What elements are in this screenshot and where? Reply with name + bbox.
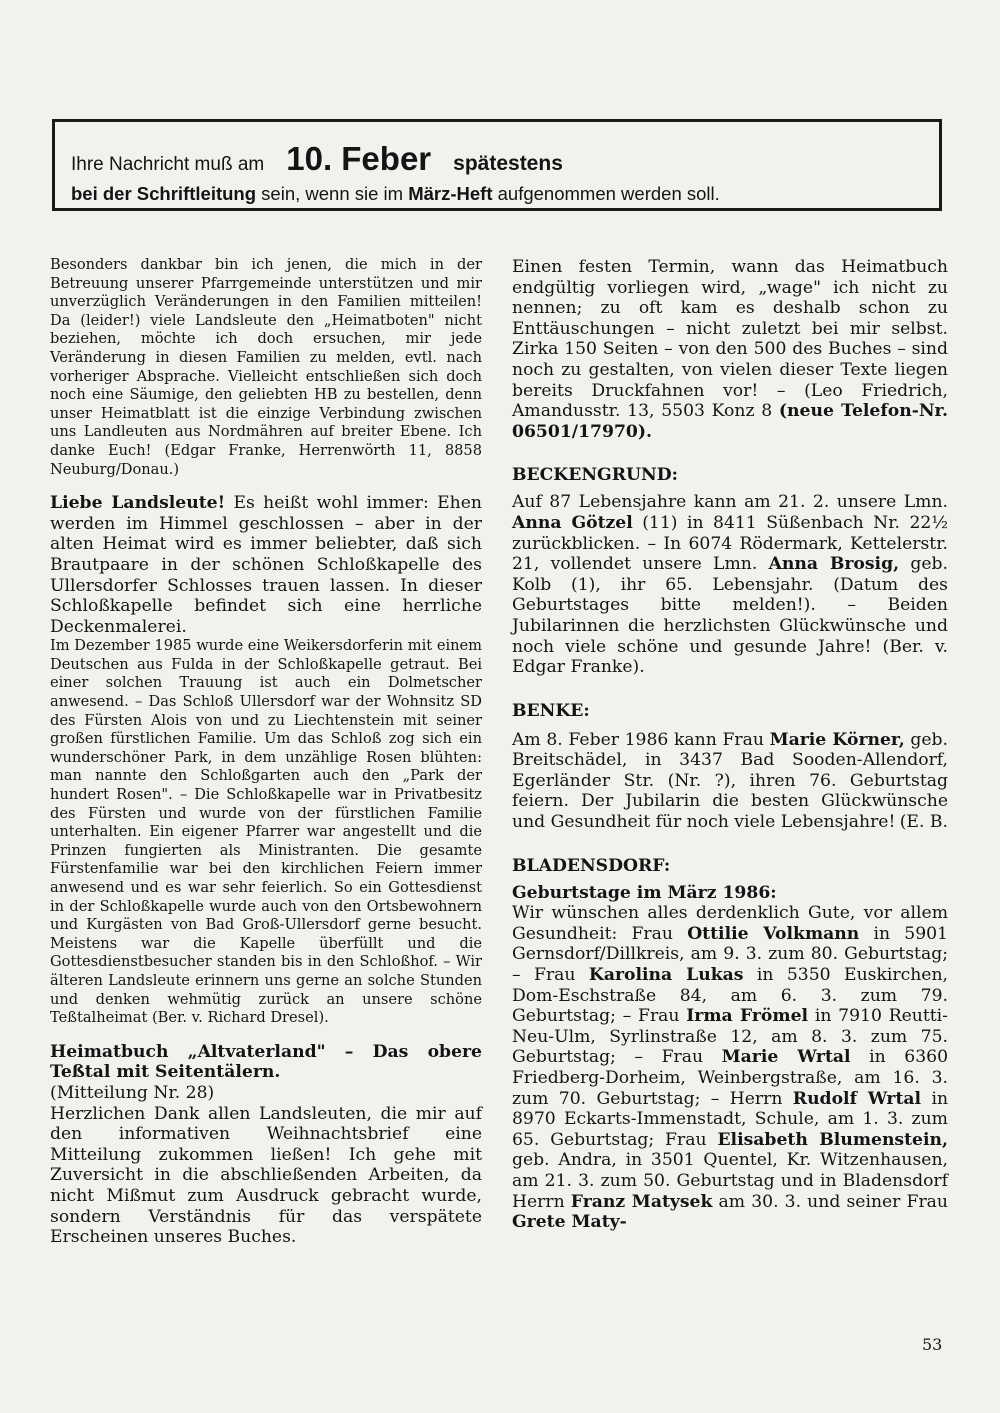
right-column xyxy=(512,257,948,1233)
paragraph-text: (11) in 8411 Süßenbach Nr. 22½ zurückblicken. – In 6074 Rödermark, Kettelerstr. 21, vollendet unsere Lmn. xyxy=(512,512,948,575)
notice-editorial-office: bei der Schriftleitung xyxy=(71,183,257,204)
paragraph-benke xyxy=(512,730,948,833)
paragraph-book-deadline xyxy=(512,257,948,442)
author-signature: (E. B. xyxy=(899,812,948,833)
paragraph-text: geb. Andra, in 3501 Quentel, Kr. Witzenhausen, am 21. 3. zum 50. Geburtstag und in Bladensdorf Herrn xyxy=(512,1150,948,1212)
paragraph-text: in 5901 Gernsdorf/Dillkreis, am 9. 3. zum 80. Geburtstag; – Frau xyxy=(512,923,948,986)
notice-text: Ihre Nachricht muß am xyxy=(71,154,265,175)
paragraph-castle-chapel: Im Dezember 1985 wurde eine Weikersdorferin mit einem Deutschen aus Fulda in der Schloßkapelle getraut. Bei einer solchen Trauung ist auch ein Dolmetscher anwesend. – Das Schloß Ullersdorf war der Wohnsitz SD des Fürsten Alois von und zu Liechtenstein mit seiner großen fürstlichen Familie. Um das Schloß zog sich ein wunderschöner Park, in dem unzählige Rosen blühten: man nannte den Schloßgarten auch den „Park der hundert Rosen". – Die Schloßkapelle war in Privatbesitz des Fürsten und wurde von der fürstlichen Familie unterhalten. Ein eigener Pfarrer war angestellt und die Prinzen fungierten als Ministranten. Die gesamte Fürstenfamilie war bei den kirchlichen Feiern immer anwesend und es war sehr feierlich. So ein Gottesdienst in der Schloßkapelle wurde auch von den Ortsbewohnern und Kurgästen von Bad Groß-Ullersdorf gerne besucht. Meistens war die Kapelle überfüllt und die Gottesdienstbesucher standen bis in den Schloßhof. – Wir älteren Landsleute erinnern uns gerne an solche Stunden und denken wehmütig zurück an unsere schöne Teßtalheimat (Ber. v. Richard Dresel). xyxy=(50,637,482,1027)
subheading-birthdays: Geburtstage im März 1986: xyxy=(512,882,777,903)
paragraph-text: in 5350 Euskirchen, Dom-Eschstraße 84, am 6. 3. zum 79. Geburtstag; – Frau xyxy=(512,965,948,1027)
paragraph-text: Es heißt wohl immer: Ehen werden im Himmel geschlossen – aber in der alten Heimat wird es immer beliebter, daß sich Brautpaare in der schönen Schloßkapelle des Ullersdorfer Schlosses trauen lassen. In dieser Schloßkapelle befindet sich eine herrliche Deckenmalerei. xyxy=(50,493,482,637)
paragraph-text: Wir wünschen alles derdenklich Gute, vor allem Gesundheit: Frau xyxy=(512,903,948,944)
left-column xyxy=(50,256,482,1248)
paragraph-text: geb. Kolb (1), ihr 65. Lebensjahr. (Datum des Geburtstages bitte melden!). – Beiden Jubilarinnen die herzlichsten Glückwünsche und noch viele schöne und gesunde Jahre! (Ber. v. Edgar Franke). xyxy=(512,554,949,678)
notice-issue: März-Heft xyxy=(408,183,493,204)
person-name: Marie Wrtal xyxy=(721,1047,851,1068)
paragraph-beckengrund xyxy=(512,492,948,677)
notice-line-2 xyxy=(71,183,720,205)
paragraph-text: in 6360 Friedberg-Dorheim, Weinbergstraße, am 16. 3. zum 70. Geburtstag; – Herrn xyxy=(512,1047,949,1109)
person-name: Ottilie Volkmann xyxy=(687,923,860,944)
paragraph-text: geb. Breitschädel, in 3437 Bad Sooden-Allendorf, Egerländer Str. (Nr. ?), ihren 76. Geburtstag feiern. Der Jubilarin die besten Glückwünsche und Gesundheit für noch viele Lebensjahre! xyxy=(512,729,949,833)
paragraph-bladensdorf xyxy=(512,883,948,1233)
inline-heading: Liebe Landsleute! xyxy=(50,493,226,514)
bold-text: 06501/17970). xyxy=(512,421,652,442)
paragraph-text: Einen festen Termin, wann das Heimatbuch endgültig vorliegen wird, „wage" ich nicht zu nennen; zu oft kam es deshalb schon zu Enttäuschungen – nicht zuletzt bei mir selbst. Zirka 150 Seiten – von den 500 des Buches – sind noch zu gestalten, von vielen dieser Texte liegen bereits Druckfahnen vor! – (Leo Friedrich, Amandusstr. 13, 5503 Konz 8 xyxy=(512,257,948,422)
notice-number: (Mitteilung Nr. 28) xyxy=(50,1082,215,1103)
notice-text: aufgenommen werden soll. xyxy=(492,183,720,204)
paragraph-text: in 8970 Eckarts-Immenstadt, Schule, am 1. 3. zum 65. Geburtstag; Frau xyxy=(512,1088,949,1150)
person-name: Irma Frömel xyxy=(686,1006,809,1027)
section-heading-bladensdorf: BLADENSDORF: xyxy=(512,855,671,876)
paragraph-thanks: Besonders dankbar bin ich jenen, die mich in der Betreuung unserer Pfarrgemeinde unterstützen und mir unverzüglich Veränderungen in den Familien mitteilen! Da (leider!) viele Landsleute den „Heimatboten" nicht beziehen, möchte ich doch ersuchen, mir jede Veränderung in diesen Familien zu melden, evtl. nach vorheriger Absprache. Vielleicht entschließen sich doch noch eine Säumige, den geliebten HB zu bestellen, denn unser Heimatblatt ist die einzige Verbindung zwischen uns Landleuten aus Nordmähren auf breiter Ebene. Ich danke Euch! (Edgar Franke, Herrenwörth 11, 8858 Neuburg/Donau.) xyxy=(50,256,482,478)
paragraph-text: Am 8. Feber 1986 kann Frau xyxy=(512,729,770,750)
person-name: Franz Matysek xyxy=(570,1191,713,1212)
notice-deadline-date: 10. Feber xyxy=(286,140,432,177)
section-heading-beckengrund: BECKENGRUND: xyxy=(512,465,678,486)
page-number: 53 xyxy=(922,1335,943,1354)
paragraph-heimatbuch xyxy=(50,1042,482,1248)
deadline-notice-box xyxy=(52,119,942,211)
person-name: Rudolf Wrtal xyxy=(792,1088,922,1109)
paragraph-dear-countrymen xyxy=(50,493,482,637)
person-name: Anna Götzel xyxy=(512,512,633,533)
person-name: Anna Brosig, xyxy=(768,554,900,575)
notice-line-1 xyxy=(71,140,563,178)
notice-text: spätestens xyxy=(453,152,563,175)
person-name: Marie Körner, xyxy=(769,729,905,750)
bold-text: (neue Telefon-Nr. xyxy=(778,401,948,422)
notice-text: sein, wenn sie im xyxy=(256,183,409,204)
section-heading: Heimatbuch „Altvaterland" – Das obere Teßtal mit Seitentälern. xyxy=(50,1041,482,1083)
person-name: Elisabeth Blumenstein, xyxy=(717,1129,948,1150)
paragraph-text: am 30. 3. und seiner Frau xyxy=(712,1191,948,1212)
person-name: Karolina Lukas xyxy=(588,965,744,986)
person-name: Grete Maty- xyxy=(512,1212,627,1233)
paragraph-text: Auf 87 Lebensjahre kann am 21. 2. unsere Lmn. xyxy=(512,492,948,513)
paragraph-text: in 7910 Reutti-Neu-Ulm, Syrlinstraße 12, am 8. 3. zum 75. Geburtstag; – Frau xyxy=(512,1006,948,1068)
section-heading-benke: BENKE: xyxy=(512,700,590,721)
paragraph-text: Herzlichen Dank allen Landsleuten, die mir auf den informativen Weihnachtsbrief eine Mitteilung zukommen ließen! Ich gehe mit Zuversicht in die abschließenden Arbeiten, da nicht Mißmut zum Ausdruck gebracht wurde, sondern Verständnis für das verspätete Erscheinen unseres Buches. xyxy=(50,1103,482,1248)
